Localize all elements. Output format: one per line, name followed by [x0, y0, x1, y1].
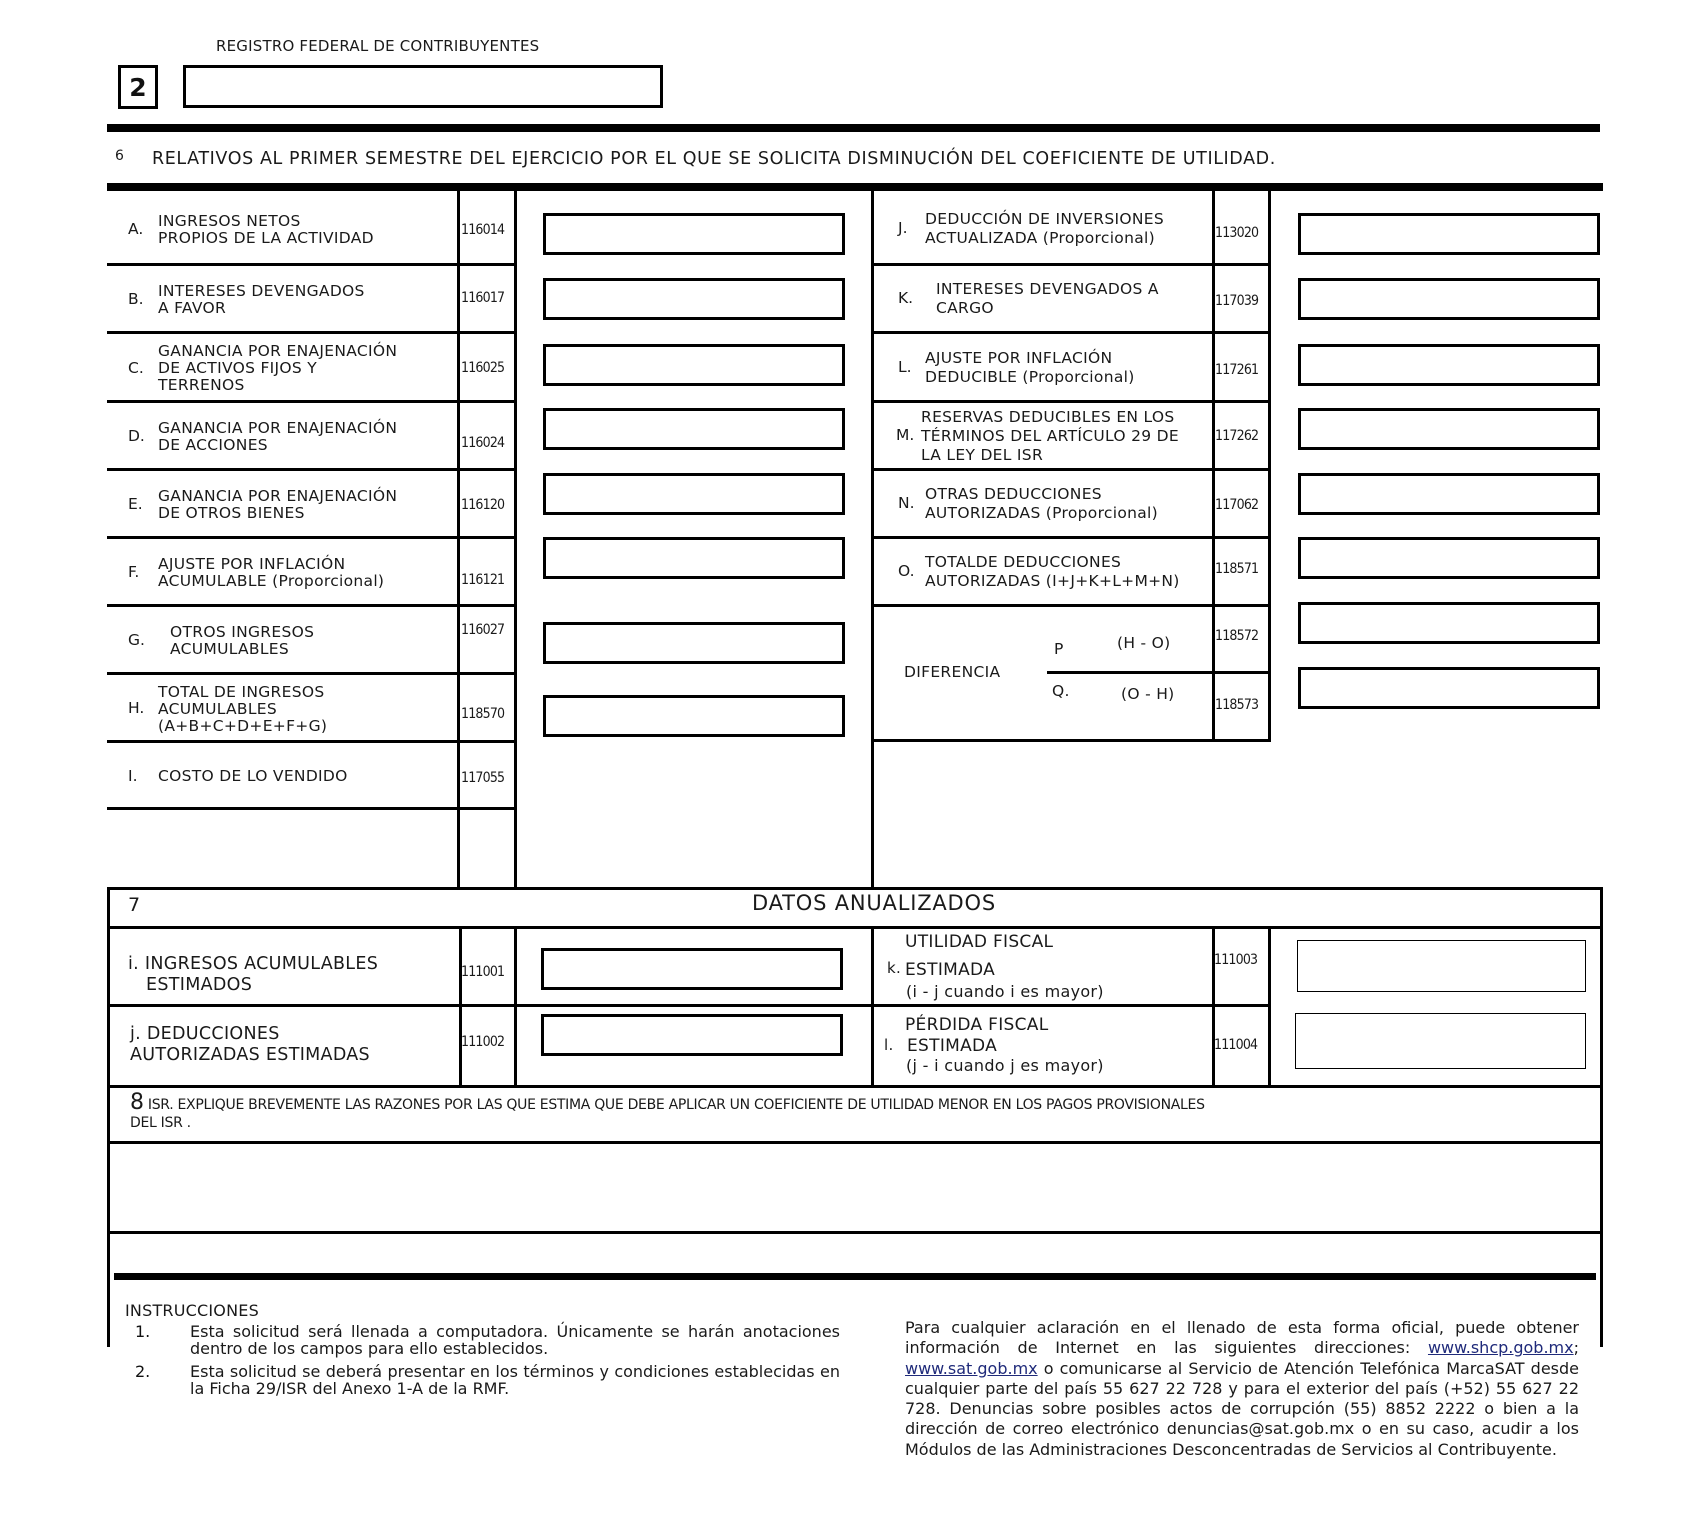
item-input[interactable] [1298, 344, 1600, 386]
item-code: 116121 [461, 572, 505, 588]
pq-divider [1047, 671, 1271, 674]
item-input[interactable] [1298, 278, 1600, 320]
grid-line [107, 1231, 1603, 1234]
grid-line [107, 536, 517, 539]
item-label: COSTO DE LO VENDIDO [158, 767, 348, 785]
item-letter: L. [898, 357, 912, 376]
grid-line [873, 263, 1271, 266]
item-label: DEDUCCIÓN DE INVERSIONES ACTUALIZADA (Proporcional) [925, 209, 1164, 247]
item-input[interactable] [1298, 213, 1600, 255]
instructions-list [135, 1323, 840, 1397]
item-code: 116025 [461, 360, 505, 376]
item-code: 117055 [461, 770, 505, 786]
item-input[interactable] [543, 278, 845, 320]
item-code: 118570 [461, 706, 505, 722]
grid-line [107, 1004, 1271, 1007]
grid-line [873, 604, 1271, 607]
grid-line [514, 191, 517, 888]
q-letter: Q. [1052, 682, 1070, 700]
grid-line [107, 604, 517, 607]
item-letter: C. [128, 358, 144, 377]
item-input[interactable] [1298, 408, 1600, 450]
grid-line [1268, 191, 1271, 741]
item-letter: O. [898, 562, 915, 580]
item-code: 113020 [1215, 225, 1259, 241]
item-input[interactable] [543, 537, 845, 579]
item-k-line3: (i - j cuando i es mayor) [906, 982, 1104, 1001]
item-k-line2: ESTIMADA [905, 960, 996, 980]
item-j-label: j. DEDUCCIONES AUTORIZADAS ESTIMADAS [130, 1024, 370, 1065]
grid-line [107, 740, 517, 743]
instructions-title: INSTRUCCIONES [125, 1301, 259, 1320]
item-label: INGRESOS NETOS PROPIOS DE LA ACTIVIDAD [158, 211, 374, 247]
grid-line [107, 400, 517, 403]
p-input[interactable] [1298, 602, 1600, 644]
item-label: AJUSTE POR INFLACIÓN DEDUCIBLE (Proporcional) [925, 348, 1135, 386]
item-label: AJUSTE POR INFLACIÓN ACUMULABLE (Proporcional) [158, 555, 385, 590]
q-code: 118573 [1215, 697, 1259, 713]
item-l-input[interactable] [1295, 1013, 1586, 1069]
item-label: GANANCIA POR ENAJENACIÓN DE ACCIONES [158, 419, 398, 454]
item-letter: N. [898, 494, 915, 512]
item-label: GANANCIA POR ENAJENACIÓN DE ACTIVOS FIJOS Y TERRENOS [158, 342, 398, 394]
item-label: RESERVAS DEDUCIBLES EN LOS TÉRMINOS DEL ARTÍCULO 29 DE LA LEY DEL ISR [921, 407, 1179, 464]
item-input[interactable] [543, 344, 845, 386]
item-i-code: 111001 [461, 964, 505, 980]
item-code: 117062 [1215, 497, 1259, 513]
grid-line [107, 263, 517, 266]
grid-line [873, 331, 1271, 334]
grid-line [873, 739, 1271, 742]
link-sat[interactable]: www.sat.gob.mx [905, 1358, 1038, 1378]
rfc-input[interactable] [183, 65, 663, 108]
item-l-line2: ESTIMADA [907, 1036, 998, 1056]
item-label: OTROS INGRESOS ACUMULABLES [170, 623, 315, 658]
grid-line [107, 1085, 1603, 1088]
section8-number: 8 [130, 1090, 144, 1115]
item-letter: F. [128, 563, 140, 581]
p-formula: (H - O) [1117, 634, 1171, 652]
grid-line [873, 468, 1271, 471]
grid-line [107, 926, 1603, 929]
grid-line [107, 807, 517, 810]
item-code: 118571 [1215, 561, 1259, 577]
instruction-item: 1. Esta solicitud será llenada a computadora. Únicamente se harán anotaciones dentro de los campos para ello establecidos. [135, 1322, 840, 1358]
grid-line [107, 331, 517, 334]
q-input[interactable] [1298, 667, 1600, 709]
item-letter: B. [128, 290, 144, 308]
item-code: 116024 [461, 435, 505, 451]
item-letter: J. [898, 218, 908, 237]
q-formula: (O - H) [1121, 685, 1175, 703]
item-l-line1: PÉRDIDA FISCAL [905, 1015, 1049, 1035]
item-letter: K. [898, 289, 914, 307]
item-i-label: i. INGRESOS ACUMULABLES ESTIMADOS [128, 954, 379, 995]
item-letter: G. [128, 631, 145, 649]
divider-footer [114, 1273, 1596, 1280]
item-code: 116014 [461, 222, 505, 238]
item-input[interactable] [543, 473, 845, 515]
instruction-item: 2. Esta solicitud se deberá presentar en los términos y condiciones establecidas en la Ficha 29/ISR del Anexo 1-A de la RMF. [135, 1362, 840, 1398]
item-label: GANANCIA POR ENAJENACIÓN DE OTROS BIENES [158, 487, 398, 522]
item-letter: I. [128, 766, 138, 785]
item-input[interactable] [543, 695, 845, 737]
grid-line [871, 191, 874, 888]
rfc-label: REGISTRO FEDERAL DE CONTRIBUYENTES [216, 37, 540, 55]
item-label: TOTALDE DEDUCCIONES AUTORIZADAS (I+J+K+L+M+N) [925, 553, 1180, 590]
item-l-letter: l. [884, 1036, 894, 1054]
section7-title: DATOS ANUALIZADOS [752, 891, 996, 915]
section8-text: 8 ISR. EXPLIQUE BREVEMENTE LAS RAZONES POR LAS QUE ESTIMA QUE DEBE APLICAR UN COEFICIENTE DE UTILIDAD MENOR EN LOS PAGOS PROVISIONALES DEL ISR . [130, 1090, 1205, 1131]
page-number-badge [118, 65, 158, 109]
item-code: 116027 [461, 622, 505, 638]
item-label: TOTAL DE INGRESOS ACUMULABLES (A+B+C+D+E+F+G) [158, 682, 328, 735]
item-code: 117039 [1215, 293, 1259, 309]
item-i-input[interactable] [541, 948, 843, 990]
item-input[interactable] [1298, 473, 1600, 515]
item-input[interactable] [543, 622, 845, 664]
p-code: 118572 [1215, 628, 1259, 644]
item-j-code: 111002 [461, 1034, 505, 1050]
grid-line [873, 400, 1271, 403]
item-l-code: 111004 [1214, 1037, 1258, 1053]
item-letter: M. [896, 426, 915, 444]
item-k-input[interactable] [1297, 940, 1586, 992]
grid-line [107, 672, 517, 675]
divider-top [107, 124, 1600, 132]
p-letter: P [1054, 640, 1064, 658]
grid-line [1212, 191, 1215, 741]
section6-title: RELATIVOS AL PRIMER SEMESTRE DEL EJERCICIO POR EL QUE SE SOLICITA DISMINUCIÓN DEL COEFICIENTE DE UTILIDAD. [152, 149, 1276, 169]
grid-line [873, 536, 1271, 539]
page-number: 2 [129, 72, 147, 102]
grid-line [457, 191, 460, 888]
item-letter: E. [128, 495, 143, 513]
item-input[interactable] [543, 408, 845, 450]
section8-input[interactable] [110, 1144, 1600, 1231]
item-l-line3: (j - i cuando j es mayor) [906, 1056, 1104, 1075]
divider-section6 [107, 183, 1603, 191]
item-code: 117261 [1215, 362, 1259, 378]
difference-label: DIFERENCIA [904, 663, 1001, 681]
item-input[interactable] [1298, 537, 1600, 579]
item-label: INTERESES DEVENGADOS A FAVOR [158, 282, 365, 317]
item-label: OTRAS DEDUCCIONES AUTORIZADAS (Proporcional) [925, 485, 1158, 522]
item-letter: A. [128, 219, 144, 238]
item-j-input[interactable] [541, 1014, 843, 1056]
item-letter: D. [128, 427, 145, 445]
section7-number: 7 [128, 894, 141, 916]
item-code: 116017 [461, 290, 505, 306]
item-code: 116120 [461, 497, 505, 513]
item-input[interactable] [543, 213, 845, 255]
item-k-line1: UTILIDAD FISCAL [905, 932, 1054, 952]
item-k-code: 111003 [1214, 952, 1258, 968]
contact-info: Para cualquier aclaración en el llenado de esta forma oficial, puede obtener información de Internet en las siguientes direcciones: www.shcp.gob.mx; www.sat.gob.mx o comunicarse al Servicio de Atención Telefónica MarcaSAT desde cualquier parte del país 55 627 22 728 y para el exterior del país (+52) 55 627 22 728. Denuncias sobre posibles actos de corrupción (55) 8852 2222 o bien a la dirección de correo electrónico denuncias@sat.gob.mx o en su caso, acudir a los Módulos de las Administraciones Desconcentradas de Servicios al Contribuyente. [905, 1318, 1579, 1459]
item-k-letter: k. [887, 959, 902, 977]
link-shcp[interactable]: www.shcp.gob.mx [1427, 1338, 1574, 1358]
section6-number: 6 [115, 148, 125, 164]
item-letter: H. [128, 699, 145, 717]
grid-line [107, 468, 517, 471]
item-code: 117262 [1215, 428, 1259, 444]
item-label: INTERESES DEVENGADOS A CARGO [936, 280, 1159, 317]
